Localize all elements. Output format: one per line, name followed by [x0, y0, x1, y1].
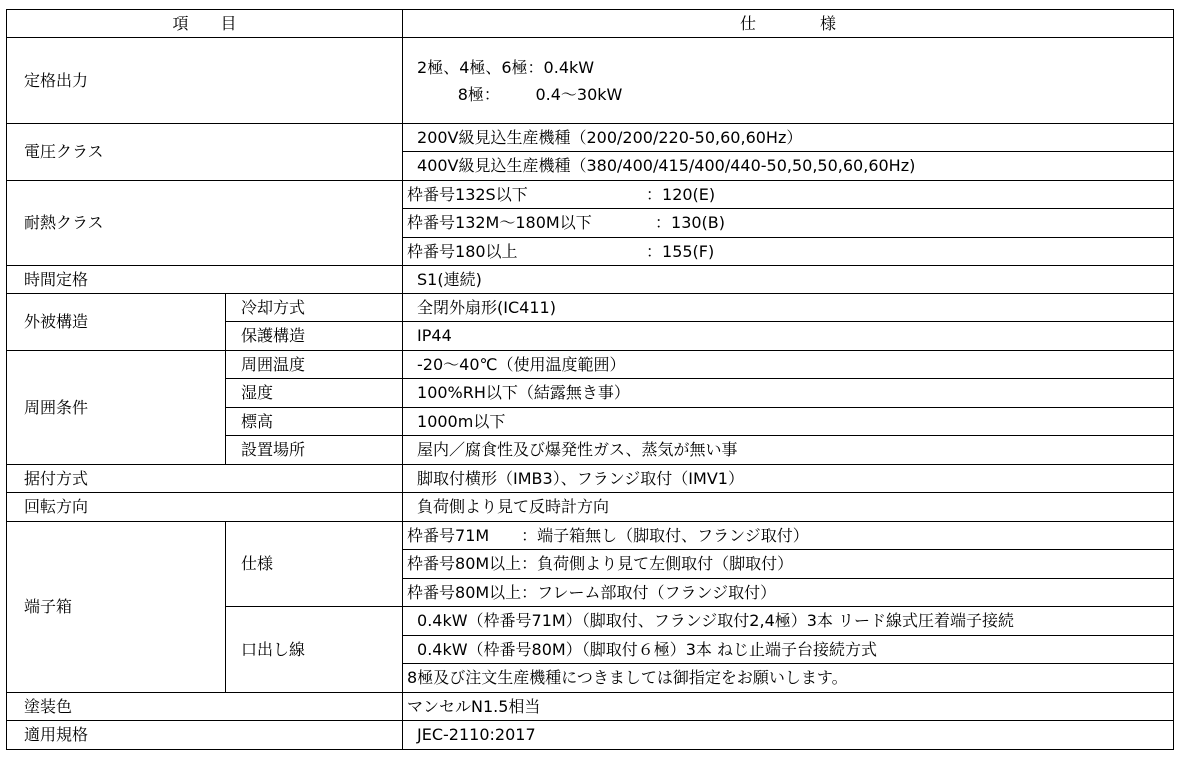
- ambient-label: 周囲条件: [7, 351, 226, 465]
- lead-wire-label: 口出し線: [226, 607, 403, 693]
- terminal-spec-1: 枠番号71M ：端子箱無し（脚取付、フランジ取付）: [403, 522, 1174, 550]
- mounting-label: 据付方式: [7, 465, 403, 493]
- heat-class-row1: [403, 181, 1174, 209]
- heat-class-row3: [403, 238, 1174, 266]
- enclosure-label: 外被構造: [7, 294, 226, 351]
- protection-value: IP44: [403, 322, 1174, 351]
- applicable-standard-value: JEC-2110:2017: [403, 721, 1174, 750]
- altitude-value: 1000m以下: [403, 408, 1174, 436]
- rotation-label: 回転方向: [7, 493, 403, 522]
- row-paint: [7, 693, 1174, 721]
- time-rating-label: 時間定格: [7, 266, 403, 294]
- header-spec: 仕 様: [403, 10, 1174, 38]
- terminal-note: 8極及び注文生産機種につきましては御指定をお願いします。: [403, 664, 1174, 693]
- heat-class-row2-frame: 枠番号132M～180M以下: [407, 213, 592, 232]
- row-voltage-200: [7, 124, 1174, 152]
- voltage-200-value: 200V級見込生産機種（200/200/220-50,60,60Hz）: [403, 124, 1174, 152]
- heat-class-row2: [403, 209, 1174, 238]
- header-item: 項 目: [7, 10, 403, 38]
- heat-class-row1-class: ：120(E): [646, 184, 716, 204]
- location-value: 屋内／腐食性及び爆発性ガス、蒸気が無い事: [403, 436, 1174, 465]
- row-heat-1: [7, 181, 1174, 209]
- paint-color-label: 塗装色: [7, 693, 403, 721]
- row-rotation: [7, 493, 1174, 522]
- ambient-temp-value: -20～40℃（使用温度範囲）: [403, 351, 1174, 379]
- cooling-value: 全閉外扇形(IC411): [403, 294, 1174, 322]
- time-rating-value: S1(連続): [403, 266, 1174, 294]
- altitude-label: 標高: [226, 408, 403, 436]
- heat-class-row2-class: ：130(B): [655, 213, 726, 232]
- voltage-label: 電圧クラス: [7, 124, 403, 181]
- heat-class-row3-class: ：155(F): [646, 241, 715, 261]
- row-time-rating: [7, 266, 1174, 294]
- rated-output-value: [403, 38, 1174, 124]
- row-ambient-temp: [7, 351, 1174, 379]
- applicable-standard-label: 適用規格: [7, 721, 403, 750]
- header-row: [7, 10, 1174, 38]
- motor-spec-table: [6, 9, 1174, 750]
- lead-wire-2: 0.4kW（枠番号80M）（脚取付６極）3本 ねじ止端子台接続方式: [403, 636, 1174, 664]
- terminal-spec-3: 枠番号80M以上：フレーム部取付（フランジ取付）: [403, 579, 1174, 607]
- rotation-value: 負荷側より見て反時計方向: [403, 493, 1174, 522]
- heat-class-label: 耐熱クラス: [7, 181, 403, 266]
- row-rated-output: [7, 38, 1174, 124]
- rated-output-line2: 8極： 0.4～30kW: [417, 84, 623, 104]
- paint-color-value: マンセルN1.5相当: [403, 693, 1174, 721]
- heat-class-row3-frame: 枠番号180以上: [407, 241, 518, 261]
- humidity-label: 湿度: [226, 379, 403, 408]
- rated-output-line1: 2極、4極、6極：0.4kW: [417, 57, 595, 77]
- humidity-value: 100%RH以下（結露無き事）: [403, 379, 1174, 408]
- row-mounting: [7, 465, 1174, 493]
- row-cooling: [7, 294, 1174, 322]
- terminal-spec-label: 仕様: [226, 522, 403, 607]
- heat-class-row1-frame: 枠番号132S以下: [407, 184, 528, 204]
- ambient-temp-label: 周囲温度: [226, 351, 403, 379]
- location-label: 設置場所: [226, 436, 403, 465]
- rated-output-label: 定格出力: [7, 38, 403, 124]
- row-standard: [7, 721, 1174, 750]
- row-terminal-spec-1: [7, 522, 1174, 550]
- lead-wire-1: 0.4kW（枠番号71M）（脚取付、フランジ取付2,4極）3本 リード線式圧着端子接続: [403, 607, 1174, 636]
- cooling-label: 冷却方式: [226, 294, 403, 322]
- protection-label: 保護構造: [226, 322, 403, 351]
- terminal-box-label: 端子箱: [7, 522, 226, 693]
- voltage-400-value: 400V級見込生産機種（380/400/415/400/440-50,50,50,60,60Hz): [403, 152, 1174, 181]
- terminal-spec-2: 枠番号80M以上：負荷側より見て左側取付（脚取付）: [403, 550, 1174, 579]
- mounting-value: 脚取付横形（IMB3）、フランジ取付（IMV1）: [403, 465, 1174, 493]
